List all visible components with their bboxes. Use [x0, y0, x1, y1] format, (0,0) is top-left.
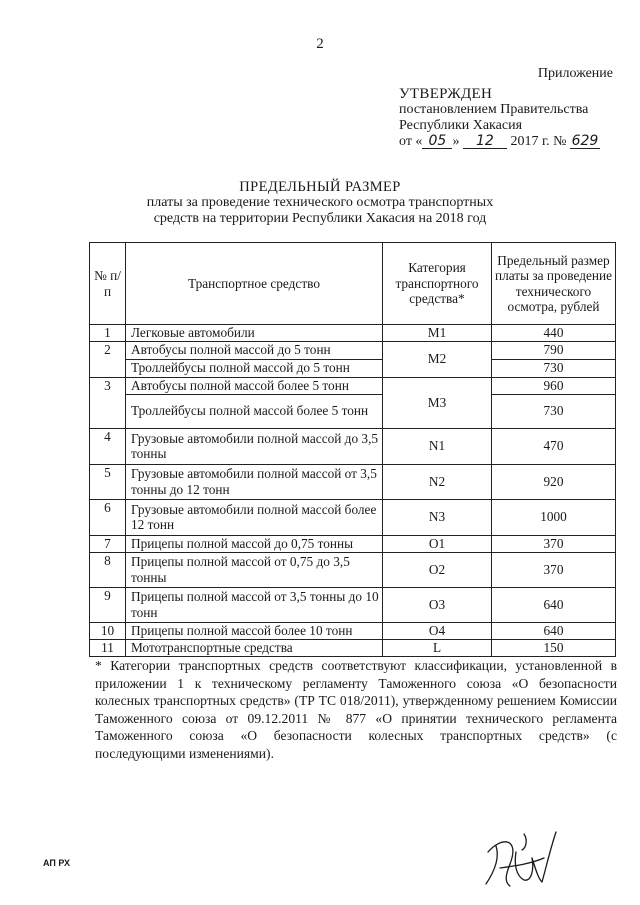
document-subtitle-line-1: платы за проведение технического осмотра транспортных: [146, 195, 494, 210]
row-number: 11: [90, 639, 126, 656]
table-row: [90, 499, 616, 535]
fee-cell: 470: [492, 428, 616, 464]
document-subtitle-line-2: средств на территории Республики Хакасия на 2018 год: [153, 211, 487, 226]
appendix-label: Приложение: [537, 66, 613, 81]
date-prefix: от «: [399, 134, 423, 149]
fee-cell: 150: [492, 639, 616, 656]
vehicle-cell: Автобусы полной массой до 5 тонн: [126, 341, 383, 359]
table-row: [90, 464, 616, 499]
vehicle-cell: Легковые автомобили: [126, 325, 383, 342]
fee-cell: 370: [492, 552, 616, 587]
date-day: 05: [422, 134, 452, 149]
row-number: 6: [90, 499, 126, 535]
table-row: [90, 341, 616, 359]
vehicle-cell: Прицепы полной массой до 0,75 тонны: [126, 535, 383, 552]
header-vehicle: Транспортное средство: [126, 243, 383, 325]
table-row: [90, 552, 616, 587]
header-category: Категория транспортного средства*: [383, 243, 492, 325]
fee-cell: 1000: [492, 499, 616, 535]
vehicle-cell: Автобусы полной массой более 5 тонн: [126, 377, 383, 394]
date-mid: »: [452, 134, 460, 149]
document-heading: [0, 179, 640, 227]
category-cell: M1: [383, 325, 492, 342]
fee-cell: 790: [492, 341, 616, 359]
document-number: 629: [571, 133, 599, 149]
vehicle-cell: Прицепы полной массой от 0,75 до 3,5 тонны: [126, 552, 383, 587]
row-number: 5: [90, 464, 126, 499]
header-fee: Предельный размер платы за проведение технического осмотра, рублей: [492, 243, 616, 325]
date-month: 12: [463, 134, 507, 149]
fee-cell: 640: [492, 587, 616, 622]
table-row: [90, 325, 616, 342]
vehicle-cell: Троллейбусы полной массой более 5 тонн: [126, 394, 383, 428]
row-number: 10: [90, 622, 126, 639]
header-number-text: № п/п: [94, 268, 121, 299]
table-row: [90, 622, 616, 639]
document-title: ПРЕДЕЛЬНЫЙ РАЗМЕР: [239, 179, 401, 195]
category-cell: O4: [383, 622, 492, 639]
vehicle-cell: Прицепы полной массой более 10 тонн: [126, 622, 383, 639]
row-number: 3: [90, 377, 126, 428]
fee-table: [89, 242, 616, 657]
row-number: 1: [90, 325, 126, 342]
category-cell: N3: [383, 499, 492, 535]
category-cell: O3: [383, 587, 492, 622]
approval-line-2: Республики Хакасия: [399, 118, 523, 133]
vehicle-cell: Прицепы полной массой от 3,5 тонны до 10 тонн: [126, 587, 383, 622]
category-cell: M2: [383, 341, 492, 377]
table-row: [90, 394, 616, 428]
fee-cell: 920: [492, 464, 616, 499]
footnote: * Категории транспортных средств соответствуют классификации, установленной в приложении 1 к техническому регламенту Таможенного союза «О безопасности колесных транспортных средств» (ТР ТС 018/2011), утвержденному решением Комиссии Таможенного союза от 09.12.2011 № 877 «О принятии технического регламента Таможенного союза «О безопасности колесных транспортных средств» (с последующими изменениями).: [95, 658, 617, 761]
date-year: 2017 г. №: [510, 134, 567, 149]
fee-cell: 730: [492, 359, 616, 377]
row-number: 8: [90, 552, 126, 587]
fee-cell: 370: [492, 535, 616, 552]
vehicle-cell: Грузовые автомобили полной массой более 12 тонн: [126, 499, 383, 535]
vehicle-cell: Грузовые автомобили полной массой от 3,5 тонны до 12 тонн: [126, 464, 383, 499]
table-row: [90, 587, 616, 622]
row-number: 7: [90, 535, 126, 552]
vehicle-cell: Троллейбусы полной массой до 5 тонн: [126, 359, 383, 377]
category-cell: M3: [383, 377, 492, 428]
category-cell: N2: [383, 464, 492, 499]
approval-block: [399, 86, 619, 150]
fee-cell: 730: [492, 394, 616, 428]
table-row: [90, 428, 616, 464]
approval-line-1: постановлением Правительства: [399, 102, 589, 117]
table-row: [90, 359, 616, 377]
table-row: [90, 639, 616, 656]
category-cell: O1: [383, 535, 492, 552]
approval-title: УТВЕРЖДЕН: [399, 86, 493, 102]
fee-cell: 960: [492, 377, 616, 394]
vehicle-cell: Грузовые автомобили полной массой до 3,5 тонны: [126, 428, 383, 464]
fee-cell: 640: [492, 622, 616, 639]
category-cell: O2: [383, 552, 492, 587]
signature-icon: [480, 828, 560, 890]
page-number: 2: [316, 36, 324, 52]
table-row: [90, 535, 616, 552]
header-number: [90, 243, 126, 325]
row-number: 4: [90, 428, 126, 464]
vehicle-cell: Мототранспортные средства: [126, 639, 383, 656]
footer-mark: АП РХ: [43, 858, 71, 868]
table-row: [90, 377, 616, 394]
row-number: 9: [90, 587, 126, 622]
row-number: 2: [90, 341, 126, 377]
category-cell: N1: [383, 428, 492, 464]
fee-cell: 440: [492, 325, 616, 342]
category-cell: L: [383, 639, 492, 656]
approval-date-line: [399, 134, 619, 150]
